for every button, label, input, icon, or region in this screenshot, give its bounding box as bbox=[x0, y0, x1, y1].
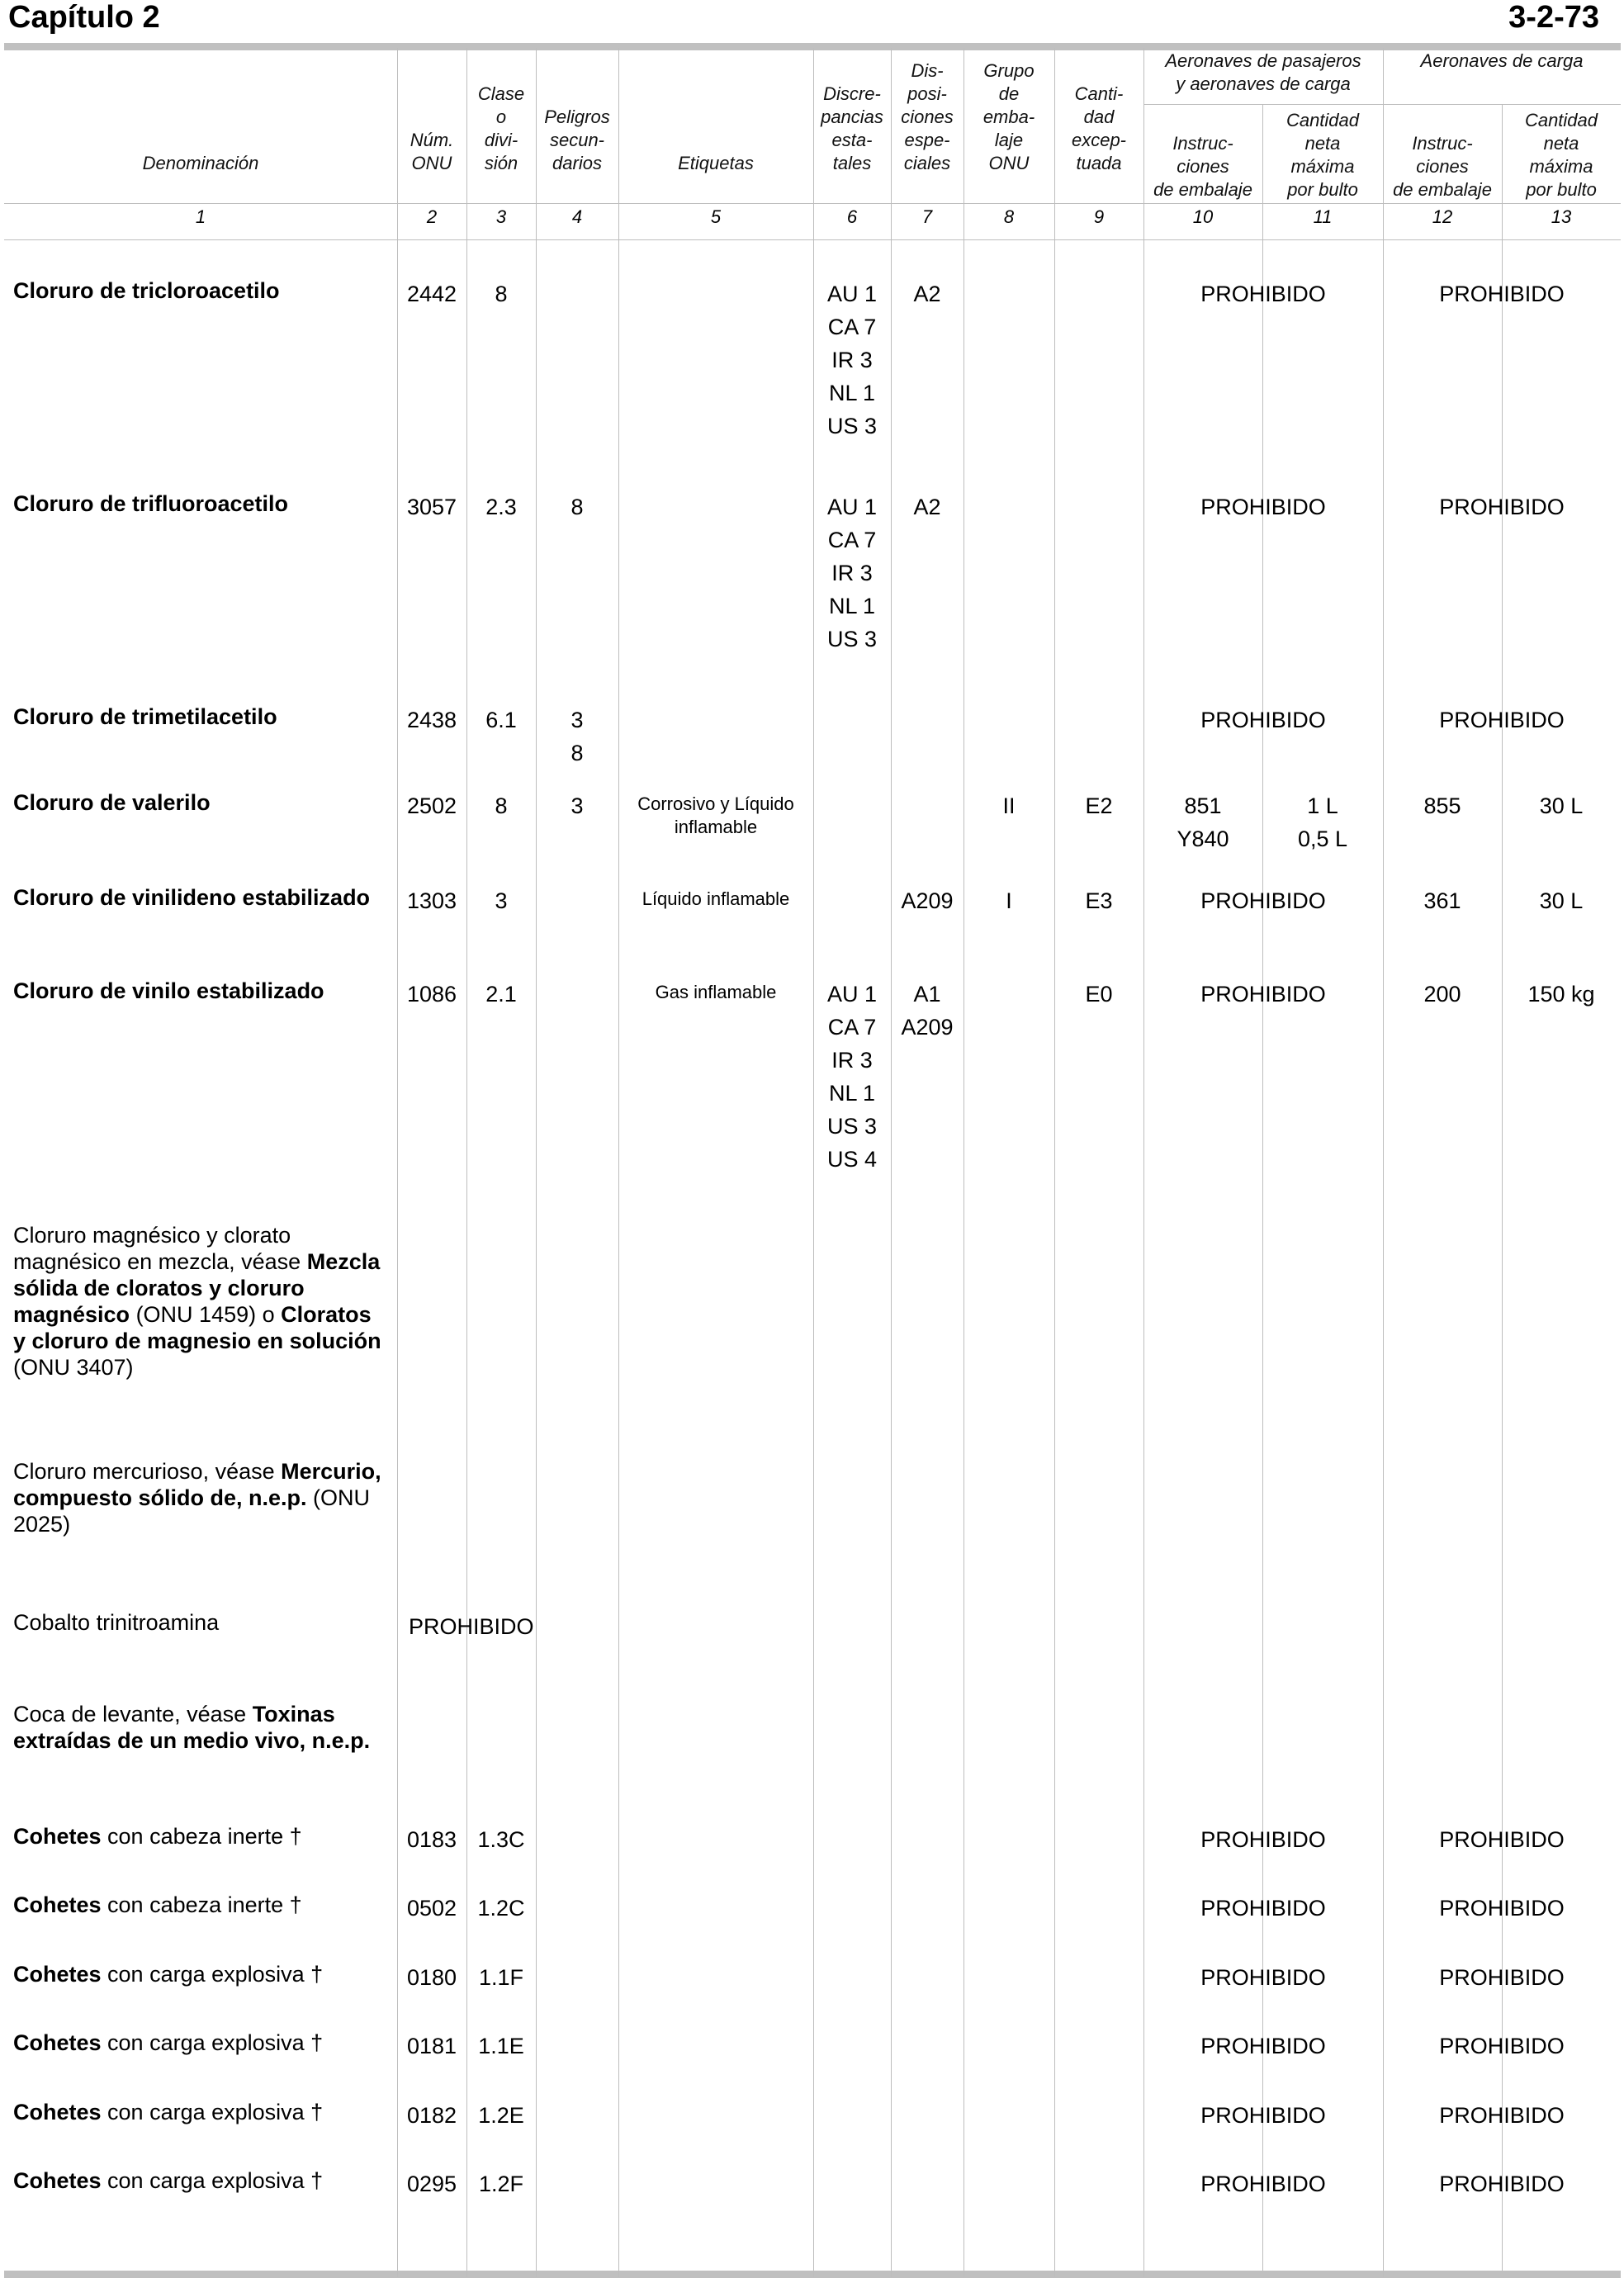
column-divider bbox=[1262, 104, 1263, 2271]
table-row-name: Cobalto trinitroamina bbox=[13, 1610, 220, 1635]
column-number: 9 bbox=[1093, 206, 1105, 227]
pax-status: PROHIBIDO bbox=[1200, 888, 1326, 913]
label-text: Líquido inflamable bbox=[642, 888, 790, 909]
pax-status: PROHIBIDO bbox=[1200, 282, 1326, 306]
class-division: 3 bbox=[495, 888, 508, 913]
un-number: 0183 bbox=[406, 1827, 457, 1852]
table-row-name: Cohetes con carga explosiva † bbox=[13, 1962, 324, 1987]
column-number: 13 bbox=[1551, 206, 1572, 227]
packing-instruction-cargo: 200 bbox=[1423, 982, 1461, 1007]
special-provisions: A2 bbox=[913, 495, 941, 519]
net-quantity-cargo: 30 L bbox=[1539, 793, 1584, 818]
pax-status: PROHIBIDO bbox=[1200, 982, 1326, 1007]
pax-status: PROHIBIDO bbox=[1200, 708, 1326, 732]
column-divider bbox=[466, 48, 467, 2277]
net-quantity-pax: 1 L 0,5 L bbox=[1297, 793, 1348, 851]
packing-instruction-pax: 851 Y840 bbox=[1177, 793, 1229, 851]
un-number: 2502 bbox=[406, 793, 457, 818]
col-header-etiquetas: Etiquetas bbox=[678, 153, 754, 173]
col-header-num-onu: Núm. ONU bbox=[410, 130, 454, 173]
column-divider bbox=[1502, 104, 1503, 2271]
un-number: 0295 bbox=[406, 2172, 457, 2196]
col-header-denominacion: Denominación bbox=[142, 153, 259, 173]
class-division: 8 bbox=[495, 793, 508, 818]
column-divider bbox=[1621, 48, 1622, 2277]
packing-group: II bbox=[1002, 793, 1016, 818]
un-number: 2438 bbox=[406, 708, 457, 732]
column-number: 4 bbox=[571, 206, 583, 227]
column-divider bbox=[4, 48, 5, 2277]
bottom-rule bbox=[4, 2271, 1621, 2278]
group-header-line bbox=[1143, 104, 1621, 105]
state-discrepancies: AU 1 CA 7 IR 3 NL 1 US 3 bbox=[826, 495, 878, 651]
column-number: 3 bbox=[495, 206, 507, 227]
state-discrepancies: AU 1 CA 7 IR 3 NL 1 US 3 US 4 bbox=[826, 982, 878, 1172]
cargo-status: PROHIBIDO bbox=[1439, 2103, 1565, 2128]
pax-status: PROHIBIDO bbox=[1200, 495, 1326, 519]
table-row-name: Cloruro de trifluoroacetilo bbox=[13, 491, 289, 516]
un-number: 0180 bbox=[406, 1965, 457, 1990]
special-provisions: A2 bbox=[913, 282, 941, 306]
table-row-name: Cloruro de tricloroacetilo bbox=[13, 278, 280, 303]
pax-status: PROHIBIDO bbox=[1200, 2172, 1326, 2196]
col-header-cantidad-carga: Cantidad neta máxima por bulto bbox=[1524, 110, 1598, 200]
cargo-status: PROHIBIDO bbox=[1439, 1896, 1565, 1921]
class-division: 2.1 bbox=[485, 982, 517, 1007]
column-number: 2 bbox=[426, 206, 438, 227]
col-header-clase: Clase o divi- sión bbox=[477, 83, 525, 173]
state-discrepancies: AU 1 CA 7 IR 3 NL 1 US 3 bbox=[826, 282, 878, 438]
class-division: 1.1E bbox=[478, 2034, 524, 2058]
un-number: 1303 bbox=[406, 888, 457, 913]
column-divider bbox=[1054, 48, 1055, 2277]
table-row-name: Cohetes con cabeza inerte † bbox=[13, 1892, 302, 1917]
class-division: 1.2F bbox=[478, 2172, 524, 2196]
table-row-name: Cohetes con carga explosiva † bbox=[13, 2030, 324, 2055]
table-row-name: Cohetes con carga explosiva † bbox=[13, 2168, 324, 2193]
special-provisions: A209 bbox=[901, 888, 954, 913]
col-group-pasajeros: Aeronaves de pasajeros y aeronaves de carga bbox=[1165, 50, 1361, 94]
table-row-name: Cloruro de vinilo estabilizado bbox=[13, 978, 324, 1003]
column-divider bbox=[536, 48, 537, 2277]
column-divider bbox=[1383, 48, 1384, 2277]
cargo-status: PROHIBIDO bbox=[1439, 1965, 1565, 1990]
cargo-status: PROHIBIDO bbox=[1439, 282, 1565, 306]
packing-instruction-cargo: 361 bbox=[1423, 888, 1461, 913]
column-divider bbox=[397, 48, 398, 2277]
class-division: 1.2C bbox=[477, 1896, 525, 1921]
un-number: 3057 bbox=[406, 495, 457, 519]
subsidiary-hazard: 8 bbox=[571, 495, 584, 519]
cross-reference-mercurioso: Cloruro mercurioso, véase Mercurio, compuesto sólido de, n.e.p. (ONU 2025) bbox=[13, 1459, 381, 1537]
label-text: Gas inflamable bbox=[655, 982, 777, 1002]
label-text: Corrosivo y Líquido inflamable bbox=[637, 793, 794, 837]
excepted-quantity: E3 bbox=[1085, 888, 1113, 913]
table-row-name: Cloruro de trimetilacetilo bbox=[13, 704, 277, 729]
subsidiary-hazard: 3 8 bbox=[571, 708, 584, 765]
cargo-status: PROHIBIDO bbox=[1439, 2034, 1565, 2058]
colno-bottom-line bbox=[4, 239, 1621, 240]
column-number: 11 bbox=[1313, 206, 1333, 227]
col-header-instrucciones-pax: Instruc- ciones de embalaje bbox=[1153, 133, 1252, 200]
pax-status: PROHIBIDO bbox=[1200, 1965, 1326, 1990]
class-division: 8 bbox=[495, 282, 508, 306]
column-number: 6 bbox=[846, 206, 858, 227]
cargo-status: PROHIBIDO bbox=[1439, 2172, 1565, 2196]
col-header-discrepancias: Discre- pancias esta- tales bbox=[821, 83, 883, 173]
packing-group: I bbox=[1006, 888, 1012, 913]
col-group-carga: Aeronaves de carga bbox=[1420, 50, 1584, 71]
column-divider bbox=[618, 48, 619, 2277]
column-number: 1 bbox=[195, 206, 206, 227]
column-number: 12 bbox=[1432, 206, 1453, 227]
cargo-status: PROHIBIDO bbox=[1439, 708, 1565, 732]
cross-reference-coca: Coca de levante, véase Toxinas extraídas de un medio vivo, n.e.p. bbox=[13, 1702, 371, 1753]
subsidiary-hazard: 3 bbox=[571, 793, 584, 818]
col-header-peligros: Peligros secun- darios bbox=[544, 107, 610, 173]
chapter-title: Capítulo 2 bbox=[8, 0, 160, 35]
page-number: 3-2-73 bbox=[1508, 0, 1599, 35]
excepted-quantity: E0 bbox=[1085, 982, 1113, 1007]
table-row-name: Cohetes con carga explosiva † bbox=[13, 2100, 324, 2124]
cross-reference-magnesico: Cloruro magnésico y clorato magnésico en mezcla, véase Mezcla sólida de cloratos y cloruro magnésico (ONU 1459) o Cloratos y cloruro de magnesio en solución (ONU 3407) bbox=[13, 1223, 381, 1380]
header-bottom-line bbox=[4, 203, 1621, 204]
column-number: 10 bbox=[1192, 206, 1214, 227]
class-division: 1.3C bbox=[477, 1827, 525, 1852]
col-header-instrucciones-carga: Instruc- ciones de embalaje bbox=[1393, 133, 1492, 200]
excepted-quantity: E2 bbox=[1085, 793, 1113, 818]
net-quantity-cargo: 150 kg bbox=[1527, 982, 1595, 1007]
table-row-name: Cloruro de valerilo bbox=[13, 790, 211, 815]
special-provisions: A1 A209 bbox=[901, 982, 954, 1040]
class-division: 1.2E bbox=[478, 2103, 524, 2128]
un-number: 0181 bbox=[406, 2034, 457, 2058]
un-number: 0502 bbox=[406, 1896, 457, 1921]
col-header-cantidad-pax: Cantidad neta máxima por bulto bbox=[1285, 110, 1360, 200]
class-division: 1.1F bbox=[478, 1965, 524, 1990]
cargo-status: PROHIBIDO bbox=[1439, 1827, 1565, 1852]
class-division: 2.3 bbox=[485, 495, 517, 519]
column-number: 7 bbox=[921, 206, 933, 227]
col-header-cantidad-exceptuada: Canti- dad excep- tuada bbox=[1071, 83, 1127, 173]
col-header-grupo: Grupo de emba- laje ONU bbox=[982, 60, 1035, 173]
un-number: 0182 bbox=[406, 2103, 457, 2128]
pax-status: PROHIBIDO bbox=[1200, 2034, 1326, 2058]
pax-status: PROHIBIDO bbox=[1200, 1896, 1326, 1921]
forbidden-status: PROHIBIDO bbox=[409, 1614, 534, 1639]
net-quantity-cargo: 30 L bbox=[1539, 888, 1584, 913]
column-divider bbox=[891, 48, 892, 2277]
cargo-status: PROHIBIDO bbox=[1439, 495, 1565, 519]
pax-status: PROHIBIDO bbox=[1200, 1827, 1326, 1852]
table-row-name: Cloruro de vinilideno estabilizado bbox=[13, 885, 371, 910]
column-number: 5 bbox=[710, 206, 722, 227]
col-header-disposiciones: Dis- posi- ciones espe- ciales bbox=[901, 60, 954, 173]
class-division: 6.1 bbox=[485, 708, 517, 732]
table-row-name: Cohetes con cabeza inerte † bbox=[13, 1824, 302, 1849]
column-number: 8 bbox=[1003, 206, 1015, 227]
packing-instruction-cargo: 855 bbox=[1423, 793, 1461, 818]
pax-status: PROHIBIDO bbox=[1200, 2103, 1326, 2128]
column-divider bbox=[1143, 48, 1144, 2277]
un-number: 1086 bbox=[406, 982, 457, 1007]
un-number: 2442 bbox=[406, 282, 457, 306]
